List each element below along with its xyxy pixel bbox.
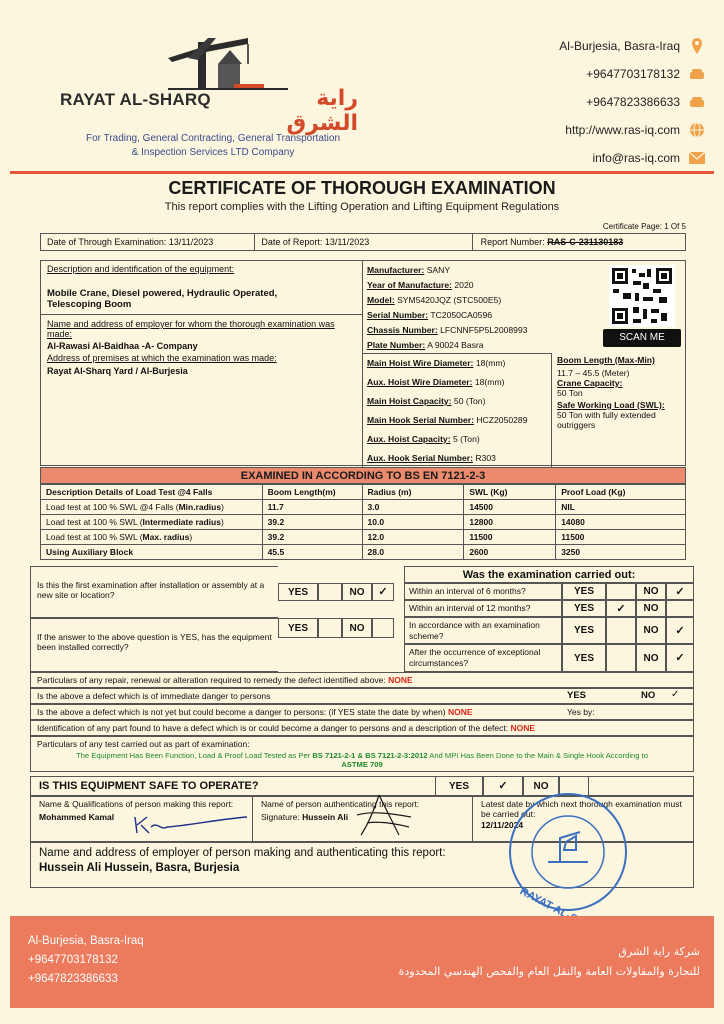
q1-yes-box[interactable]: [318, 583, 342, 601]
row-radius: 3.0: [362, 500, 464, 515]
q1-no[interactable]: NO: [342, 583, 372, 601]
exam-scheme-no-check-icon[interactable]: ✓: [666, 617, 694, 644]
dates-row: [40, 233, 686, 251]
swl-label: Safe Working Load (SWL):: [557, 400, 665, 410]
examined-banner: EXAMINED IN ACCORDING TO BS EN 7121-2-3: [40, 467, 686, 484]
footer-phone-1[interactable]: +9647703178132: [28, 954, 118, 966]
exam-scheme-yes-box[interactable]: [606, 617, 636, 644]
reporter-signature-icon: [131, 807, 251, 837]
exam-12-yes-check-icon[interactable]: ✓: [606, 600, 636, 617]
row-swl: 11500: [464, 530, 556, 545]
exam-12-no-box[interactable]: [666, 600, 694, 617]
latest-date-label: Latest date by which next thorough examination must be carried out:: [481, 799, 682, 819]
contact-website: [506, 116, 706, 144]
company-logo: [48, 28, 358, 158]
identification-label: Identification of any part found to have a defect which is or could become a danger to persons and a description of the defect:: [37, 723, 509, 733]
footer-arabic-company: شركة راية الشرق: [618, 945, 700, 958]
tagline-line-1: For Trading, General Contracting, General Transportation: [85, 133, 341, 144]
row-swl: 12800: [464, 515, 556, 530]
row-proof: NIL: [556, 500, 686, 515]
safe-yes-check-icon[interactable]: ✓: [483, 776, 523, 796]
row-boom: 39.2: [262, 515, 362, 530]
certificate-title: CERTIFICATE OF THOROUGH EXAMINATION: [168, 178, 556, 198]
globe-icon: [688, 121, 706, 139]
premises-label: Address of premises at which the examination was made:: [47, 353, 277, 363]
could-danger-row: [30, 704, 694, 720]
immediate-danger-yes[interactable]: YES: [567, 690, 587, 701]
q2-no-box[interactable]: [372, 618, 394, 638]
question-first-exam-text: Is this the first examination after installation or assembly at a new site or location?: [37, 580, 265, 600]
plate-value: A 90024 Basra: [427, 340, 484, 350]
repair-row: [30, 672, 694, 688]
particulars-label: Particulars of any test carried out as part of examination:: [37, 739, 250, 749]
particulars-standard: ASTME 709: [341, 760, 383, 769]
phone-1-text[interactable]: +9647703178132: [586, 67, 680, 81]
serial-label: Serial Number:: [367, 310, 429, 320]
row-proof: 14080: [556, 515, 686, 530]
row-radius: 10.0: [362, 515, 464, 530]
model-label: Model:: [367, 295, 395, 305]
desc-line-2: Telescoping Boom: [47, 299, 132, 310]
particulars-row: [30, 736, 694, 772]
question-installed-text: If the answer to the above question is YES, has the equipment been installed correctly?: [37, 632, 272, 652]
row-boom: 11.7: [262, 500, 362, 515]
contact-email: [506, 144, 706, 172]
could-danger-value: NONE: [447, 707, 473, 717]
exam-6-yes-box[interactable]: [606, 583, 636, 600]
exam-exceptional-yes-box[interactable]: [606, 644, 636, 672]
aux-hook-value: R303: [475, 453, 496, 463]
chassis-value: LFCNNF5P5L2008993: [440, 325, 528, 335]
exam-exceptional-no-check-icon[interactable]: ✓: [666, 644, 694, 672]
immediate-danger-no-check-icon[interactable]: ✓: [671, 689, 680, 700]
row-swl: 14500: [464, 500, 556, 515]
chassis-label: Chassis Number:: [367, 325, 438, 335]
could-danger-label: Is the above a defect which is not yet but could become a danger to persons: (if YES state the date by when): [37, 707, 446, 717]
year-value: 2020: [454, 280, 474, 290]
main-hook-value: HCZ2050289: [476, 415, 528, 425]
equipment-block: [40, 260, 686, 466]
brand-name-english: RAYAT AL-SHARQ: [60, 90, 211, 109]
scan-me-label: SCAN ME: [603, 329, 681, 347]
aux-hook-label: Aux. Hook Serial Number:: [367, 453, 474, 463]
exam-carried-header: Was the examination carried out:: [404, 566, 694, 583]
exam-exceptional-no[interactable]: NO: [636, 644, 666, 672]
safe-yes[interactable]: YES: [435, 776, 483, 796]
report-number-cell: [473, 234, 685, 250]
model-value: SYM5420JQZ (STC500E5): [397, 295, 502, 305]
footer-arabic: [399, 942, 700, 982]
yes-by-label: Yes by:: [567, 707, 595, 717]
certificate-subtitle: This report complies with the Lifting Operation and Lifting Equipment Regulations: [164, 201, 560, 213]
crane-cap-label: Crane Capacity:: [557, 378, 623, 388]
exam-12-months: Within an interval of 12 months?: [404, 600, 562, 617]
table-row: [41, 500, 686, 515]
certificate-page-number: Certificate Page: 1 Of 5: [602, 222, 686, 231]
repair-value: NONE: [388, 675, 413, 685]
row-radius: 12.0: [362, 530, 464, 545]
contact-phone-1: [506, 60, 706, 88]
question-installed-correctly: [30, 618, 278, 672]
report-number-label: Report Number:: [480, 237, 545, 247]
row-desc: Using Auxiliary Block: [41, 545, 263, 560]
manufacturer-label: Manufacturer:: [367, 265, 425, 275]
q2-yes[interactable]: YES: [278, 618, 318, 638]
row-desc: Load test at 100 % SWL (Max. radius): [41, 530, 263, 545]
row-swl: 2600: [464, 545, 556, 560]
authenticator-label: Name of person authenticating this report:: [261, 799, 420, 809]
aux-wire-label: Aux. Hoist Wire Diameter:: [367, 377, 473, 387]
q2-yes-box[interactable]: [318, 618, 342, 638]
repair-label: Particulars of any repair, renewal or alteration required to remedy the defect identified above:: [37, 675, 386, 685]
header-radius: Radius (m): [362, 485, 464, 500]
email-link[interactable]: info@ras-iq.com: [592, 151, 680, 165]
row-desc: Load test at 100 % SWL (Intermediate radius): [41, 515, 263, 530]
exam-exceptional: After the occurrence of exceptional circumstances?: [404, 644, 562, 672]
exam-12-no[interactable]: NO: [636, 600, 666, 617]
row-boom: 45.5: [262, 545, 362, 560]
manufacturer-value: SANY: [426, 265, 451, 275]
main-cap-label: Main Hoist Capacity:: [367, 396, 452, 406]
reporter-name: Mohammed Kamal: [39, 812, 115, 822]
row-desc: Load test at 100 % SWL @4 Falls (Min.radius): [41, 500, 263, 515]
row-proof: 11500: [556, 530, 686, 545]
swl-line-2: outriggers: [557, 420, 596, 430]
particulars-text: The Equipment Has Been Function, Load & Proof Load Tested as Per BS 7121-2-1 & BS 7121-2-3:2012 And MPI Has Been Done to the Main & Single Hook According to: [76, 751, 648, 760]
report-number: RAS-C-231130183: [547, 237, 624, 247]
employer-label: Name and address of employer for whom the thorough examination was made:: [47, 319, 335, 339]
phone-icon: [688, 93, 706, 111]
immediate-danger-row: [30, 688, 694, 704]
equipment-specs: [363, 261, 551, 467]
company-stamp-icon: [500, 790, 636, 914]
phone-2-text[interactable]: +9647823386633: [586, 95, 680, 109]
website-link[interactable]: http://www.ras-iq.com: [565, 123, 680, 137]
qr-code-icon: [609, 265, 675, 327]
header-divider: [10, 171, 714, 174]
safe-question: IS THIS EQUIPMENT SAFE TO OPERATE?: [39, 780, 259, 792]
exam-6-no-check-icon[interactable]: ✓: [666, 583, 694, 600]
aux-cap-label: Aux. Hoist Capacity:: [367, 434, 451, 444]
main-wire-value: 18(mm): [475, 358, 506, 368]
q1-yes[interactable]: YES: [278, 583, 318, 601]
aux-wire-value: 18(mm): [474, 377, 505, 387]
aux-cap-value: 5 (Ton): [452, 434, 480, 444]
crane-cap-value: 50 Ton: [557, 388, 583, 398]
boom-label: Boom Length (Max-Min): [557, 355, 655, 365]
authenticator-signature-icon: [349, 793, 419, 837]
contact-info: [506, 32, 706, 172]
equipment-description: [41, 261, 363, 467]
desc-label: Description and identification of the equipment:: [47, 264, 235, 274]
employer-author-value: Hussein Ali Hussein, Basra, Burjesia: [39, 862, 240, 874]
main-wire-label: Main Hoist Wire Diameter:: [367, 358, 474, 368]
location-icon: [688, 37, 706, 55]
main-cap-value: 50 (Ton): [453, 396, 486, 406]
header-description: Description Details of Load Test @4 Falls: [41, 485, 263, 500]
employer-author-label: Name and address of employer of person making and authenticating this report:: [39, 847, 446, 859]
boom-value: 11.7 – 45.5 (Meter): [557, 368, 630, 378]
table-row: [41, 530, 686, 545]
desc-line-1: Mobile Crane, Diesel powered, Hydraulic Operated,: [47, 288, 278, 299]
reporter-cell: [31, 797, 253, 841]
premises-value: Rayat Al-Sharq Yard / Al-Burjesia: [47, 366, 188, 376]
header-boom-length: Boom Length(m): [262, 485, 362, 500]
serial-value: TC2050CA0596: [430, 310, 493, 320]
header-proof-load: Proof Load (Kg): [556, 485, 686, 500]
footer-phone-2[interactable]: +9647823386633: [28, 973, 118, 985]
qr-code[interactable]: [597, 263, 687, 351]
company-tagline: [48, 132, 378, 160]
exam-scheme-no[interactable]: NO: [636, 617, 666, 644]
safe-no[interactable]: NO: [523, 776, 559, 796]
immediate-danger-label: Is the above a defect which is of immediate danger to persons: [37, 691, 271, 701]
row-proof: 3250: [556, 545, 686, 560]
through-exam-date: Date of Through Examination: 13/11/2023: [41, 234, 255, 250]
contact-phone-2: [506, 88, 706, 116]
footer-arabic-tagline: للتجارة والمقاولات العامة والنقل العام والفحص الهندسي المحدودة: [398, 965, 700, 978]
question-first-exam: [30, 566, 278, 618]
boom-capacity-block: [551, 353, 687, 467]
q1-no-check-icon[interactable]: ✓: [372, 583, 394, 601]
report-date: Date of Report: 13/11/2023: [255, 234, 472, 250]
exam-scheme-yes[interactable]: YES: [562, 617, 606, 644]
exam-6-no[interactable]: NO: [636, 583, 666, 600]
row-boom: 39.2: [262, 530, 362, 545]
employer-value: Al-Rawasi Al-Baidhaa -A- Company: [47, 341, 198, 351]
table-row: [41, 515, 686, 530]
immediate-danger-no[interactable]: NO: [641, 690, 656, 701]
reporter-label: Name & Qualifications of person making this report:: [39, 799, 234, 809]
exam-scheme: In accordance with an examination scheme?: [404, 617, 562, 644]
exam-6-yes[interactable]: YES: [562, 583, 606, 600]
load-test-table: [40, 484, 686, 560]
plate-label: Plate Number:: [367, 340, 426, 350]
q2-no[interactable]: NO: [342, 618, 372, 638]
header-swl: SWL (Kg): [464, 485, 556, 500]
identification-value: NONE: [510, 723, 536, 733]
load-test-header: [41, 485, 686, 500]
mail-icon: [688, 149, 706, 167]
table-row: [41, 545, 686, 560]
footer-address: Al-Burjesia, Basra-Iraq: [28, 935, 144, 947]
exam-6-months: Within an interval of 6 months?: [404, 583, 562, 600]
footer-contact: [28, 932, 144, 989]
main-hook-label: Main Hook Serial Number:: [367, 415, 474, 425]
address-text: Al-Burjesia, Basra-Iraq: [559, 39, 680, 53]
phone-icon: [688, 65, 706, 83]
latest-date-value: 12/11/2024: [481, 820, 524, 830]
exam-exceptional-yes[interactable]: YES: [562, 644, 606, 672]
signature-label: Signature:: [261, 812, 300, 822]
authenticator-cell: [253, 797, 473, 841]
brand-name-arabic: راية الشرق: [286, 86, 358, 136]
page-footer: [10, 916, 714, 1008]
year-label: Year of Manufacture:: [367, 280, 453, 290]
row-radius: 28.0: [362, 545, 464, 560]
exam-12-yes[interactable]: YES: [562, 600, 606, 617]
identification-row: [30, 720, 694, 736]
contact-address: [506, 32, 706, 60]
swl-line-1: 50 Ton with fully extended: [557, 410, 656, 420]
authenticator-name: Hussein Ali: [302, 812, 349, 822]
tagline-line-2: & Inspection Services LTD Company: [131, 147, 295, 158]
